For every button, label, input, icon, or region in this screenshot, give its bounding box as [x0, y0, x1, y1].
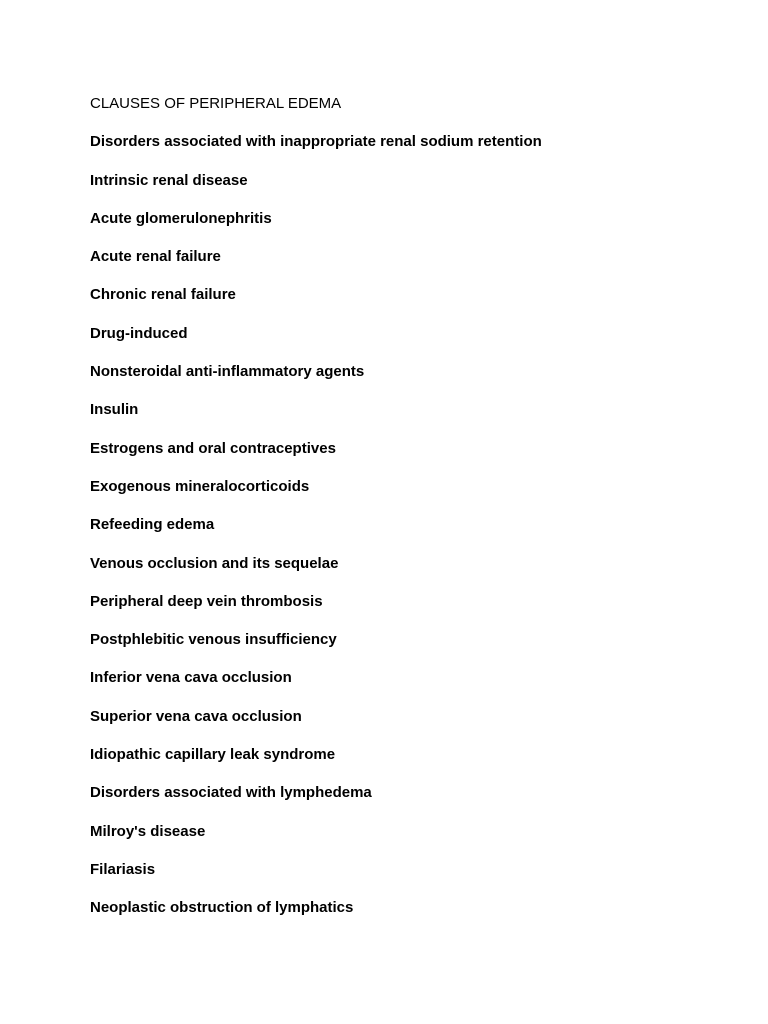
- list-item: Venous occlusion and its sequelae: [90, 554, 339, 572]
- list-item: Intrinsic renal disease: [90, 171, 248, 189]
- list-item: Peripheral deep vein thrombosis: [90, 592, 323, 610]
- list-item: Acute renal failure: [90, 248, 221, 266]
- list-item: Filariasis: [90, 860, 156, 878]
- list-item: Postphlebitic venous insufficiency: [90, 631, 337, 649]
- list-item: Disorders associated with lymphedema: [90, 784, 372, 802]
- list-item: Idiopathic capillary leak syndrome: [90, 746, 336, 764]
- list-item: Superior vena cava occlusion: [90, 707, 302, 725]
- list-item: Inferior vena cava occlusion: [90, 669, 292, 687]
- document-body: [90, 94, 730, 937]
- list-item: Refeeding edema: [90, 516, 215, 534]
- list-item: Chronic renal failure: [90, 286, 236, 304]
- list-item: Acute glomerulonephritis: [90, 209, 272, 227]
- list-item: Estrogens and oral contraceptives: [90, 439, 336, 457]
- list-item: Disorders associated with inappropriate renal sodium retention: [90, 133, 542, 151]
- list-item: Drug-induced: [90, 324, 188, 342]
- document-title: CLAUSES OF PERIPHERAL EDEMA: [90, 95, 342, 112]
- list-item: Nonsteroidal anti-inflammatory agents: [90, 363, 365, 381]
- list-item: Milroy's disease: [90, 822, 206, 840]
- list-item: Insulin: [90, 401, 139, 419]
- list-item: Neoplastic obstruction of lymphatics: [90, 899, 354, 917]
- list-item: Exogenous mineralocorticoids: [90, 477, 310, 495]
